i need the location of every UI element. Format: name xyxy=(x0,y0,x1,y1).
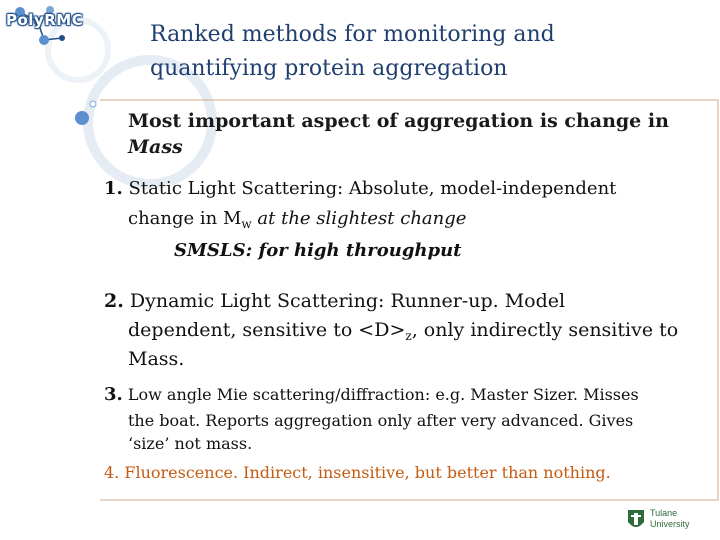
list-item-3-line: ‘size’ not mass. xyxy=(128,434,253,453)
intro-line: Most important aspect of aggregation is change in xyxy=(128,110,669,132)
slide-title xyxy=(150,18,690,86)
item-number: 2. xyxy=(104,290,124,312)
title-line: quantifying protein aggregation xyxy=(150,56,508,81)
subscript: z xyxy=(405,329,412,343)
intro-line: Mass xyxy=(128,136,183,158)
list-item-2 xyxy=(104,290,565,312)
item-text: dependent, sensitive to <D> xyxy=(128,319,406,341)
item-text: Static Light Scattering: Absolute, model-independent xyxy=(128,178,617,199)
tulane-logo-line: Tulane xyxy=(650,508,678,518)
title-line: Ranked methods for monitoring and xyxy=(150,22,555,47)
item-text: , only indirectly sensitive to xyxy=(411,319,679,341)
subscript: w xyxy=(241,217,252,231)
list-item-1-line xyxy=(128,208,466,231)
list-item-3 xyxy=(104,384,639,405)
list-item-2-line xyxy=(128,319,678,343)
bubble-icon xyxy=(90,101,96,107)
polyrmc-logo: PolyRMC xyxy=(6,11,84,29)
item-number: 3. xyxy=(104,384,123,405)
tulane-logo xyxy=(650,508,690,530)
item-text: Low angle Mie scattering/diffraction: e.g. Master Sizer. Misses xyxy=(127,385,639,404)
item-text: change in M xyxy=(128,208,242,229)
list-item-2-line: Mass. xyxy=(128,348,185,370)
background-ring-small xyxy=(48,20,108,80)
list-item-3-line: the boat. Reports aggregation only after very advanced. Gives xyxy=(128,411,634,430)
item-text-italic: at the slightest change xyxy=(251,208,467,229)
list-item-1 xyxy=(104,178,616,199)
item-number: 4. xyxy=(104,463,120,482)
item-text: Fluorescence. Indirect, insensitive, but better than nothing. xyxy=(124,463,611,482)
item-number: 1. xyxy=(104,178,123,199)
tulane-logo-line: University xyxy=(650,519,690,529)
bubble-icon xyxy=(75,111,89,125)
list-item-4 xyxy=(104,463,611,482)
tulane-shield-icon xyxy=(628,510,644,527)
item-text: Dynamic Light Scattering: Runner-up. Model xyxy=(129,290,566,312)
list-item-1-sub: SMSLS: for high throughput xyxy=(174,240,462,261)
